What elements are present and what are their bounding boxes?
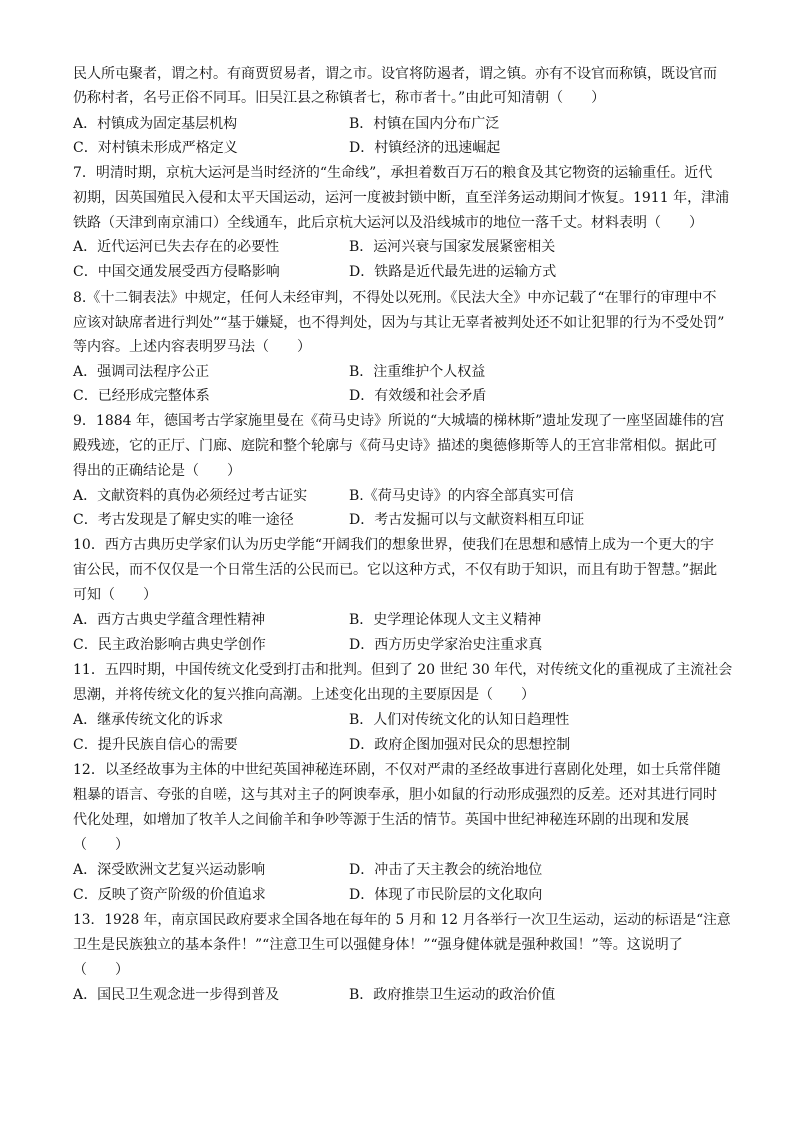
question-8-line-2: 应该对缺席者进行判处”“基于嫌疑，也不得判处，因为与其让无辜者被判处还不如让犯罪的行为不受处罚” [73,315,725,331]
question-11-option-a: A．继承传统文化的诉求 [73,712,224,728]
question-9-option-d: D．考古发掘可以与文献资料相互印证 [349,512,585,528]
question-13-line-1: 13．1928 年，南京国民政府要求全国各地在每年的 5 月和 12 月各举行一次卫生运动，运动的标语是“注意 [73,912,731,928]
question-6-option-d: D．村镇经济的迅速崛起 [349,140,501,156]
question-10-option-a: A．西方古典史学蕴含理性精神 [73,612,266,628]
question-7-option-c: C．中国交通发展受西方侵略影响 [73,264,280,280]
question-13-line-2: 卫生是民族独立的基本条件！”“注意卫生可以强健身体！”“强身健体就是强种救国！”等。这说明了 [73,937,683,953]
question-12-option-c: C．反映了资产阶级的价值追求 [73,887,266,903]
question-6-line-2: 仍称村者，名号正俗不同耳。旧吴江县之称镇者七，称市者十。”由此可知清朝（ ） [73,90,606,106]
question-11-option-c: C．提升民族自信心的需要 [73,737,238,753]
question-10-option-b: B．史学理论体现人文主义精神 [349,612,542,628]
question-11-option-b: B．人们对传统文化的认知日趋理性 [349,712,570,728]
question-10-option-d: D．西方历史学家治史注重求真 [349,637,543,653]
question-10-line-1: 10．西方古典历史学家们认为历史学能“开阔我们的想象世界，使我们在思想和感情上成为一个更大的宇 [73,537,714,553]
question-7-line-3: 铁路（天津到南京浦口）全线通车，此后京杭大运河以及沿线城市的地位一落千丈。材料表明（ ） [73,215,703,231]
question-11-option-d: D．政府企图加强对民众的思想控制 [349,737,571,753]
question-10-option-c: C．民主政治影响古典史学创作 [73,637,266,653]
question-7-line-1: 7．明清时期，京杭大运河是当时经济的“生命线”，承担着数百万石的粮食及其它物资的运输重任。近代 [73,165,713,181]
question-12-line-1: 12．以圣经故事为主体的中世纪英国神秘连环剧，不仅对严肃的圣经故事进行喜剧化处理，如士兵常伴随 [73,762,721,778]
question-11-line-1: 11．五四时期，中国传统文化受到打击和批判。但到了 20 世纪 30 年代，对传统文化的重视成了主流社会 [73,662,733,678]
question-7-option-d: D．铁路是近代最先进的运输方式 [349,264,557,280]
question-9-line-3: 得出的正确结论是（ ） [73,463,241,479]
question-7-option-a: A．近代运河已失去存在的必要性 [73,239,280,255]
question-12-line-2: 粗暴的语言、夸张的自嗟，这与其对主子的阿谀奉承，胆小如鼠的行动形成强烈的反差。还对其进行同时 [73,787,717,803]
question-6-option-c: C．对村镇未形成严格定义 [73,140,238,156]
question-6-option-a: A．村镇成为固定基层机构 [73,116,238,132]
question-9-option-c: C．考古发现是了解史实的唯一途径 [73,512,294,528]
question-6-option-b: B．村镇在国内分布广泛 [349,116,500,132]
question-12-line-3: 代化处理，如增加了牧羊人之间偷羊和争吵等源于生活的情节。英国中世纪神秘连环剧的出现和发展 [73,812,689,828]
question-8-option-c: C．已经形成完整体系 [73,388,210,404]
question-11-line-2: 思潮，并将传统文化的复兴推向高潮。上述变化出现的主要原因是（ ） [73,687,535,703]
question-12-option-d-top: D．冲击了天主教会的统治地位 [349,862,543,878]
question-8-option-d: D．有效缓和社会矛盾 [349,388,487,404]
question-9-line-1: 9．1884 年，德国考古学家施里曼在《荷马史诗》所说的“大城墙的梯林斯”遗址发现了一座坚固雄伟的宫 [73,413,725,429]
question-7-line-2: 初期，因英国殖民入侵和太平天国运动，运河一度被封锁中断，直至洋务运动期间才恢复。1911 年，津浦 [73,190,730,206]
question-10-line-3: 可知（ ） [73,587,157,603]
question-7-option-b: B．运河兴衰与国家发展紧密相关 [349,239,556,255]
question-8-line-3: 等内容。上述内容表明罗马法（ ） [73,339,311,355]
question-13-line-3: （ ） [73,962,129,978]
question-12-line-4: （ ） [73,837,129,853]
question-13-option-b: B．政府推崇卫生运动的政治价值 [349,987,556,1003]
question-8-option-b: B．注重维护个人权益 [349,364,486,380]
question-8-option-a: A．强调司法程序公正 [73,364,210,380]
question-12-option-a: A．深受欧洲文艺复兴运动影响 [73,862,266,878]
question-10-line-2: 宙公民，而不仅仅是一个日常生活的公民而已。它以这种方式，不仅有助于知识，而且有助于智慧。”据此 [73,562,718,578]
question-6-line-1: 民人所屯聚者，谓之村。有商贾贸易者，谓之市。设官将防遏者，谓之镇。亦有不设官而称镇，既设官而 [73,66,717,82]
question-9-option-b: B.《荷马史诗》的内容全部真实可信 [349,488,574,504]
question-9-option-a: A．文献资料的真伪必须经过考古证实 [73,488,308,504]
question-13-option-a: A．国民卫生观念进一步得到普及 [73,987,280,1003]
question-9-line-2: 殿残迹，它的正厅、门廊、庭院和整个轮廓与《荷马史诗》描述的奥德修斯等人的王宫非常相似。据此可 [73,438,717,454]
question-8-line-1: 8.《十二铜表法》中规定，任何人未经审判，不得处以死刑。《民法大全》中亦记载了“在罪行的审理中不 [73,290,717,306]
question-12-option-d: D．体现了市民阶层的文化取向 [349,887,543,903]
